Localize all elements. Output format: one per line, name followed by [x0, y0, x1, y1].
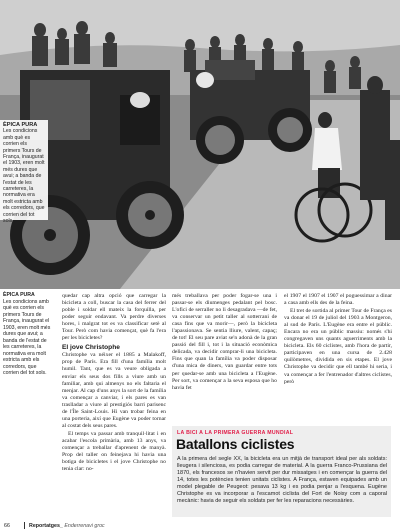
- article-column-2: [172, 293, 277, 393]
- article-column-1: [62, 293, 166, 474]
- footer-section: [29, 523, 105, 529]
- column-3-paragraph-1: el 1907 el 1907 el 1907 el poguessimar a dinar a casa amb ells des de la feina.: [284, 293, 392, 307]
- footer-divider: [24, 522, 25, 529]
- page-footer: [0, 520, 400, 532]
- sidebar-body-text: A la primera del segle XX, la bicicleta era un mitjà de transport ideal per als soldats: lleugera i silenciosa, es podia carregar de material. A la guerra Franco-Prussiana del 1870, els francesos se n'havien servit per dur missatges i en començar la guerra del 14, totes les potències tenien unitats ciclistes. A França, estaven equipades amb un model plegable de Peugeot: pesava 13 kg i es podia penjar a l'esquena. Eugène Christophe es va incorporar a l'escamot ciclista del Fort de Noisy com a caporal mecànic: havia de seguir els soldats per fer les reparacions necessàries.: [177, 456, 387, 504]
- column-3-paragraph-2: El tret de sortida al primer Tour de França es va donar el 19 de juliol del 1903 a Montgeron, al sud de París. L'Eugène era entre el públic. Encara no era un públic massiu: només s'hi congregaven uns quants aguerriments amb la bicicleta. Els 60 ciclistes, amb l'hora de partir, participaven en una cursa de 2.428 quilòmetres, dividida en sis etapes. El jove Christophe va decidir que ell també hi seria, i va començar a fer l'entrenador d'altres ciclistes, però: [284, 308, 392, 385]
- photo-caption-overlay: [0, 120, 48, 225]
- footer-magazine: Enderrenavi groc: [64, 523, 105, 529]
- column-1-paragraph-2: Christophe va néixer el 1885 a Malakoff, prop de París. Era fill d'una família molt humil. Tant, que es va veure obligada a enviar els seus dos fills a viure amb un familiar, amb qui almenys no els faltaria el menjar. Al cap d'uns anys la sort de la família va començar a canviar, i els pares es van traslladar a viure al prestigiós barri parisenc de l'Île Saint-Louis. Hi van trobar feina en una porteria, així que Eugène va poder tornar al costat dels seus pares.: [62, 352, 166, 429]
- sidebar-body: [177, 456, 387, 505]
- sidebar-kicker: LA BICI A LA PRIMERA GUERRA MUNDIAL: [177, 430, 294, 436]
- footer-section-label: Reportatges_: [29, 523, 63, 529]
- sidebar-box-batallons: [172, 426, 391, 517]
- caption-title: ÈPICA PURA: [3, 122, 38, 128]
- side-caption-body: Les condicions amb què es corrien els primers Tours de França, inaugurat el 1903, eren molt més dures que avui; a banda de l'estat de les carreteres, la normativa era molt estricta amb els corredors, que corrien del tot sols.: [3, 298, 51, 376]
- side-caption-title: ÈPICA PURA: [3, 292, 35, 298]
- column-2-paragraph-1: més treballava per poder fogar-se una i passar-se els diumenges pedalant pel bosc. L'ofici de serraller no li desagradava —de fet, va conservar un petit taller al sotterrani de casa fins que va morir—, però la bicicleta l'apassionava. Se sentia lliure, valent, capaç; de tot! El seu pare aviat se'n adonà de la gran passió del fill i, tot i la situació econòmica delicada, va decidir comprar-li una bicicleta. Fins que quan la família va poder disposar d'una mica de diners, van guardar entre tots per quedar-se amb una bicicleta a l'Eugène. Per sort, va començar a la seva esposa que ho havia fet: [172, 293, 277, 391]
- article-column-3: [284, 293, 392, 387]
- page-number: 66: [4, 523, 10, 529]
- side-caption: [3, 292, 51, 377]
- caption-body: Les condicions amb què es corrien els primers Tours de França, inaugurat el 1903, eren molt més dures que avui; a banda de l'estat de les carreteres, la normativa era molt estricta amb els corredors, que corrien del tot sols.: [3, 128, 45, 225]
- sidebar-headline: Batallons ciclistes: [176, 436, 295, 452]
- column-1-paragraph-1: quedar cap altra opció que carregar la bicicleta a coll, buscar la casa del ferrer del poble i soldar ell mateix la forquilla, per poder seguir endavant. Va perdre diverses hores, i malgrat tot es va classificar setè al Tour. Però com havia començat, què fa l'era per les bicicletes?: [62, 293, 166, 342]
- subheading-jove-christophe: El jove Christophe: [62, 344, 120, 352]
- column-1-paragraph-3: El temps va passar amb tranquil·litat i en acabar l'escola primària, amb 13 anys, va començar a treballar d'aprenent de manyà. Prop del taller on feinejava hi havia una botiga de bicicletes i el jove Christophe no tenia clar: no-: [62, 430, 166, 473]
